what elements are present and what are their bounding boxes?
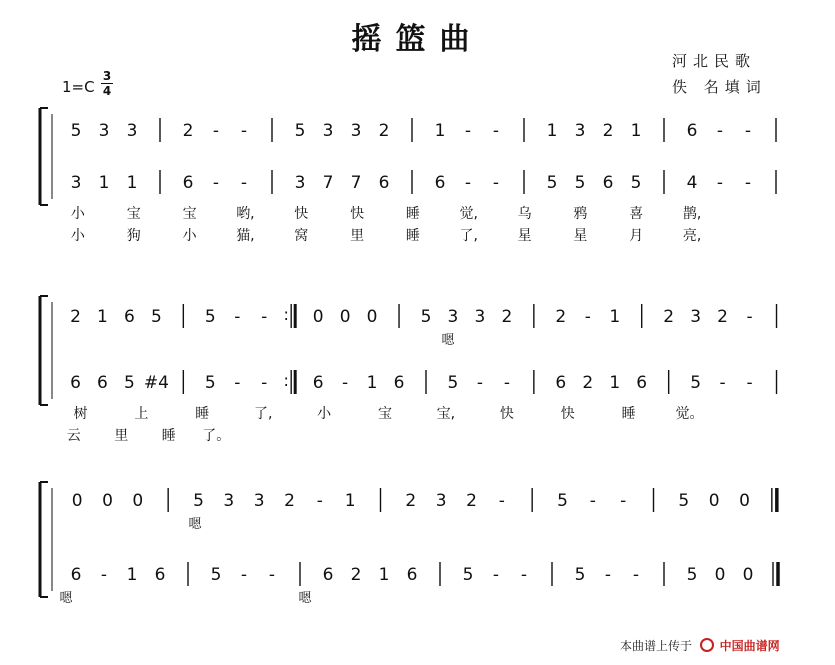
lyric-line-1: 喜 bbox=[629, 206, 644, 222]
upper-voice-note: 6 bbox=[123, 307, 135, 327]
lower-voice-note: 7 bbox=[322, 173, 334, 193]
upper-voice-note: 0 bbox=[339, 307, 351, 327]
upper-voice-note: 5 bbox=[294, 121, 306, 141]
lower-voice-note: 5 bbox=[574, 173, 586, 193]
lyric-line-1: 小 bbox=[317, 406, 332, 422]
lower-voice-note: 5 bbox=[462, 565, 474, 585]
lyric-line-2: 了, bbox=[459, 228, 478, 244]
song-title: 摇篮曲 bbox=[351, 22, 484, 57]
upper-voice-note: - bbox=[589, 491, 596, 511]
lower-voice-note: 2 bbox=[582, 373, 594, 393]
upper-voice-note: 1 bbox=[609, 307, 621, 327]
lyric-line-1: 快 bbox=[499, 406, 514, 422]
lower-voice-note: - bbox=[492, 565, 500, 585]
lower-voice-note: - bbox=[744, 173, 752, 193]
lower-voice-note: 1 bbox=[126, 173, 138, 193]
lower-voice-note: 6 bbox=[70, 565, 82, 585]
lower-voice-note: 5 bbox=[210, 565, 222, 585]
lyric-line-1: 快 bbox=[560, 406, 575, 422]
lyric-line-2: 亮, bbox=[682, 228, 702, 244]
upload-footer bbox=[620, 637, 780, 654]
lyric-line-1: 乌 bbox=[517, 206, 532, 222]
upper-voice-note: - bbox=[584, 307, 591, 327]
lower-voice-note: - bbox=[716, 173, 724, 193]
lower-voice-note: - bbox=[520, 565, 528, 585]
upper-voice-note: 3 bbox=[574, 121, 586, 141]
upper-voice-note: - bbox=[492, 121, 500, 141]
lyric-line-2: 睡 bbox=[405, 228, 420, 244]
lower-voice-note: 6 bbox=[636, 373, 648, 393]
lyric-line-1: 快 bbox=[350, 206, 365, 222]
humming-syllable: 嗯 bbox=[59, 591, 73, 606]
lyric-line-1: 上 bbox=[134, 406, 149, 422]
upper-voice-note: 0 bbox=[708, 491, 720, 511]
upper-voice-note: 1 bbox=[344, 491, 356, 511]
lower-voice-note: 5 bbox=[690, 373, 702, 393]
upper-voice-note: 2 bbox=[182, 121, 194, 141]
upper-voice-note: 0 bbox=[132, 491, 144, 511]
upper-voice-note: 2 bbox=[602, 121, 614, 141]
lyric-line-1: 宝 bbox=[378, 406, 392, 422]
lower-voice-note: - bbox=[240, 565, 248, 585]
lyric-line-2: 星 bbox=[573, 228, 588, 244]
lower-voice-note: 3 bbox=[70, 173, 82, 193]
upper-voice-note: 3 bbox=[126, 121, 138, 141]
upper-voice-note: - bbox=[498, 491, 505, 511]
lower-voice-note: - bbox=[268, 565, 276, 585]
lower-voice-note: 5 bbox=[630, 173, 642, 193]
lower-voice-note: 5 bbox=[574, 565, 586, 585]
lyric-line-1: 鹊, bbox=[682, 206, 702, 222]
lower-voice-note: 5 bbox=[123, 373, 135, 393]
lower-voice-note: 3 bbox=[294, 173, 306, 193]
lower-voice-note: 5 bbox=[686, 565, 698, 585]
lower-voice-note: 0 bbox=[742, 565, 754, 585]
lower-voice-note: 1 bbox=[126, 565, 138, 585]
lower-voice-note: 6 bbox=[378, 173, 390, 193]
upper-voice-note: - bbox=[234, 307, 241, 327]
lyric-line-1: 小 bbox=[70, 206, 85, 222]
lower-voice-note: #4 bbox=[143, 373, 169, 393]
lower-voice-note: 6 bbox=[602, 173, 614, 193]
lower-voice-note: 7 bbox=[350, 173, 362, 193]
lower-voice-note: - bbox=[503, 373, 510, 393]
lyric-line-2: 了。 bbox=[202, 428, 231, 444]
time-signature-top: 3 bbox=[102, 69, 112, 83]
lower-voice-note: - bbox=[746, 373, 753, 393]
lower-voice-repeat-dots: : bbox=[283, 371, 289, 390]
upper-voice-note: 0 bbox=[739, 491, 750, 511]
lower-voice-note: - bbox=[100, 565, 108, 585]
upper-voice-note: 2 bbox=[555, 307, 567, 327]
upper-voice-note: 3 bbox=[223, 491, 235, 511]
humming-syllable: 嗯 bbox=[441, 333, 455, 348]
lyric-line-2: 云 bbox=[66, 428, 81, 444]
upper-voice-note: 1 bbox=[434, 121, 446, 141]
lower-voice-note: 1 bbox=[609, 373, 621, 393]
upper-voice-note: - bbox=[240, 121, 248, 141]
site-logo-icon bbox=[700, 638, 714, 652]
lower-voice-note: 6 bbox=[555, 373, 567, 393]
upper-voice-note: 2 bbox=[284, 491, 295, 511]
lower-voice-note: 6 bbox=[70, 373, 81, 393]
upper-voice-note: 2 bbox=[501, 307, 513, 327]
lower-voice-note: 6 bbox=[312, 373, 324, 393]
lower-voice-note: - bbox=[604, 565, 612, 585]
lower-voice-note: - bbox=[342, 373, 349, 393]
upper-voice-note: 2 bbox=[405, 491, 417, 511]
upper-voice-note: 2 bbox=[70, 307, 81, 327]
lower-voice-note: - bbox=[261, 373, 268, 393]
lower-voice-note: 6 bbox=[393, 373, 405, 393]
upper-voice-note: 3 bbox=[435, 491, 447, 511]
lower-voice-note: - bbox=[632, 565, 640, 585]
upper-voice-note: 1 bbox=[546, 121, 558, 141]
upper-voice-note: 3 bbox=[690, 307, 702, 327]
lyric-line-1: 快 bbox=[294, 206, 309, 222]
lower-voice-note: 6 bbox=[406, 565, 418, 585]
lyric-line-2: 星 bbox=[517, 228, 532, 244]
lower-voice-note: 1 bbox=[98, 173, 110, 193]
lyric-line-2: 窝 bbox=[294, 228, 309, 244]
lyric-line-2: 小 bbox=[182, 228, 197, 244]
upper-voice-note: 5 bbox=[204, 307, 216, 327]
lower-voice-note: 1 bbox=[366, 373, 378, 393]
upper-voice-note: 5 bbox=[150, 307, 162, 327]
footer-text: 本曲谱上传于 bbox=[620, 639, 693, 653]
upper-voice-note: 3 bbox=[350, 121, 362, 141]
upper-voice-note: - bbox=[261, 307, 268, 327]
key-signature: 1=C bbox=[62, 78, 95, 96]
upper-voice-note: - bbox=[744, 121, 752, 141]
lower-voice-note: - bbox=[240, 173, 248, 193]
lyric-line-1: 宝 bbox=[182, 206, 197, 222]
lyric-line-1: 睡 bbox=[621, 406, 636, 422]
upper-voice-note: 5 bbox=[678, 491, 690, 511]
lyric-line-1: 鸦 bbox=[573, 206, 588, 222]
upper-voice-note: 3 bbox=[98, 121, 110, 141]
lower-voice-note: 1 bbox=[378, 565, 390, 585]
upper-voice-note: 1 bbox=[97, 307, 108, 327]
upper-voice-repeat-dots: : bbox=[283, 305, 289, 324]
upper-voice-note: 5 bbox=[70, 121, 82, 141]
lyric-line-2: 小 bbox=[70, 228, 85, 244]
upper-voice-note: 2 bbox=[717, 307, 729, 327]
lower-voice-note: 5 bbox=[447, 373, 459, 393]
upper-voice-note: - bbox=[746, 307, 753, 327]
lyric-line-2: 狗 bbox=[126, 228, 141, 244]
lower-voice-note: - bbox=[234, 373, 241, 393]
upper-voice-note: 2 bbox=[378, 121, 390, 141]
credit-lyricist: 佚 名填词 bbox=[672, 78, 767, 96]
upper-voice-note: 3 bbox=[253, 491, 265, 511]
lyric-line-2: 里 bbox=[114, 428, 129, 444]
lyric-line-1: 睡 bbox=[405, 206, 420, 222]
lower-voice-note: 6 bbox=[434, 173, 446, 193]
upper-voice-note: - bbox=[716, 121, 724, 141]
lyric-line-1: 宝 bbox=[126, 206, 141, 222]
upper-voice-note: 5 bbox=[420, 307, 432, 327]
lower-voice-note: 5 bbox=[204, 373, 216, 393]
upper-voice-note: 0 bbox=[71, 491, 83, 511]
lower-voice-note: 6 bbox=[322, 565, 334, 585]
lower-voice-note: - bbox=[719, 373, 726, 393]
upper-voice-note: 3 bbox=[322, 121, 334, 141]
lower-voice-note: - bbox=[212, 173, 220, 193]
lyric-line-1: 树 bbox=[73, 406, 88, 422]
upper-voice-note: - bbox=[464, 121, 472, 141]
lower-voice-note: 5 bbox=[546, 173, 558, 193]
lower-voice-note: - bbox=[492, 173, 500, 193]
upper-voice-note: 2 bbox=[663, 307, 675, 327]
upper-voice-note: 6 bbox=[686, 121, 698, 141]
lyric-line-1: 觉。 bbox=[675, 406, 704, 422]
lyric-line-1: 宝, bbox=[436, 406, 456, 422]
lyric-line-1: 觉, bbox=[459, 206, 478, 222]
lower-voice-note: 2 bbox=[350, 565, 362, 585]
upper-voice-note: 2 bbox=[466, 491, 477, 511]
lower-voice-note: 0 bbox=[714, 565, 726, 585]
humming-syllable: 嗯 bbox=[298, 591, 312, 606]
upper-voice-note: 0 bbox=[366, 307, 378, 327]
lyric-line-2: 里 bbox=[350, 228, 365, 244]
upper-voice-note: - bbox=[212, 121, 220, 141]
upper-voice-note: 0 bbox=[312, 307, 324, 327]
lower-voice-note: 6 bbox=[97, 373, 108, 393]
humming-syllable: 嗯 bbox=[188, 517, 202, 532]
lyric-line-1: 哟, bbox=[236, 206, 255, 222]
lyric-line-2: 睡 bbox=[161, 428, 176, 444]
upper-voice-note: 5 bbox=[557, 491, 568, 511]
upper-voice-note: 1 bbox=[630, 121, 642, 141]
time-signature-bottom: 4 bbox=[102, 84, 112, 98]
lyric-line-1: 了, bbox=[253, 406, 273, 422]
upper-voice-note: - bbox=[316, 491, 323, 511]
upper-voice-note: 5 bbox=[193, 491, 204, 511]
lower-voice-note: 4 bbox=[686, 173, 698, 193]
credit-origin: 河北民歌 bbox=[672, 52, 757, 70]
footer-brand: 中国曲谱网 bbox=[719, 639, 780, 653]
upper-voice-note: - bbox=[620, 491, 627, 511]
upper-voice-note: 3 bbox=[447, 307, 459, 327]
lower-voice-note: 6 bbox=[154, 565, 166, 585]
upper-voice-note: 0 bbox=[102, 491, 113, 511]
lyric-line-1: 睡 bbox=[195, 406, 210, 422]
lyric-line-2: 月 bbox=[629, 228, 644, 244]
lower-voice-note: 6 bbox=[182, 173, 194, 193]
upper-voice-note: 3 bbox=[474, 307, 486, 327]
lyric-line-2: 猫, bbox=[236, 228, 255, 244]
lower-voice-note: - bbox=[476, 373, 483, 393]
lower-voice-note: - bbox=[464, 173, 472, 193]
